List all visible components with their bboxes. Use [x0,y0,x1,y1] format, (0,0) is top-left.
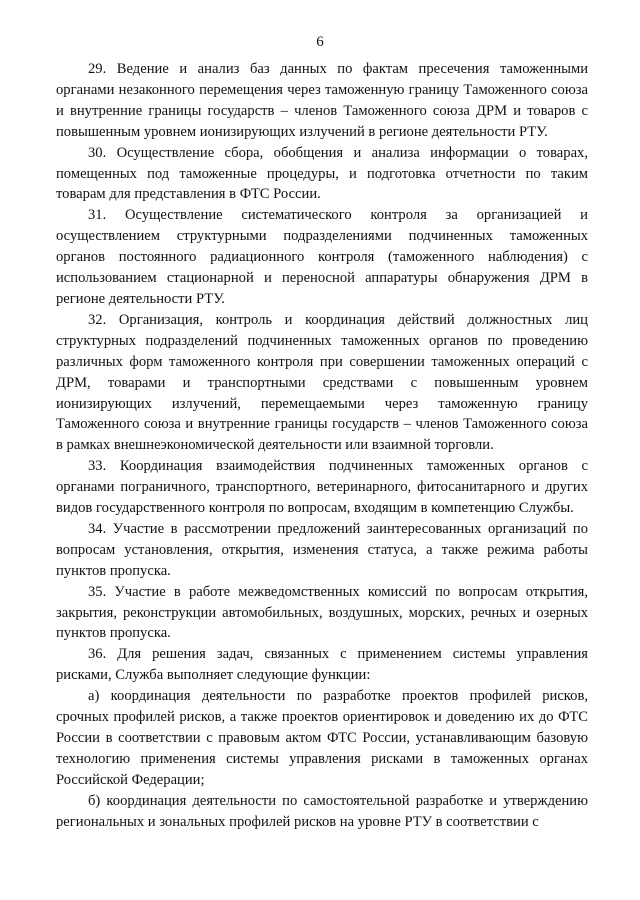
paragraph-31: 31. Осуществление систематического контроля за организацией и осуществлением структурными подразделениями подчиненных таможенных органов постоянного радиационного контроля (таможенного наблюдения) с использованием стационарной и переносной аппаратуры обнаружения ДРМ в регионе деятельности РТУ. [56,207,588,307]
paragraph-33: 33. Координация взаимодействия подчиненных таможенных органов с органами пограничного, транспортного, ветеринарного, фитосанитарного и других видов государственного контроля по вопросам, входящим в компетенцию Службы. [56,458,588,517]
paragraph-36-b: б) координация деятельности по самостоятельной разработке и утверждению региональных и зональных профилей рисков на уровне РТУ в соответствии с [56,792,588,830]
paragraph-36-a: а) координация деятельности по разработке проектов профилей рисков, срочных профилей рисков, а также проектов ориентировок и доведению их до ФТС России в соответствии с правовым актом ФТС России, устанавливающим базовую технологию применения системы управления рисками в таможенных органах Российской Федерации; [56,688,588,788]
paragraph-34: 34. Участие в рассмотрении предложений заинтересованных организаций по вопросам установления, открытия, изменения статуса, а также режима работы пунктов пропуска. [56,520,588,579]
paragraph-36: 36. Для решения задач, связанных с применением системы управления рисками, Служба выполняет следующие функции: [56,646,588,684]
paragraph-35: 35. Участие в работе межведомственных комиссий по вопросам открытия, закрытия, реконструкции автомобильных, воздушных, морских, речных и озерных пунктов пропуска. [56,583,588,642]
paragraph-30: 30. Осуществление сбора, обобщения и анализа информации о товарах, помещенных под таможенные процедуры, и подготовка отчетности по таким товарам для представления в ФТС России. [56,144,588,203]
page-number: 6 [316,34,324,50]
paragraph-29: 29. Ведение и анализ баз данных по фактам пресечения таможенными органами незаконного перемещения через таможенную границу Таможенного союза и внутренние границы государств – членов Таможенного союза ДРМ и товаров с повышенным уровнем ионизирующих излучений в регионе деятельности РТУ. [56,61,588,140]
document-body [56,59,588,833]
paragraph-32: 32. Организация, контроль и координация действий должностных лиц структурных подразделений подчиненных таможенных органов по проведению различных форм таможенного контроля при совершении таможенных операций с ДРМ, товарами и транспортными средствами с повышенным уровнем ионизирующих излучений, перемещаемыми через таможенную границу Таможенного союза и внутренние границы государств – членов Таможенного союза в рамках внешнеэкономической деятельности или взаимной торговли. [56,311,588,454]
